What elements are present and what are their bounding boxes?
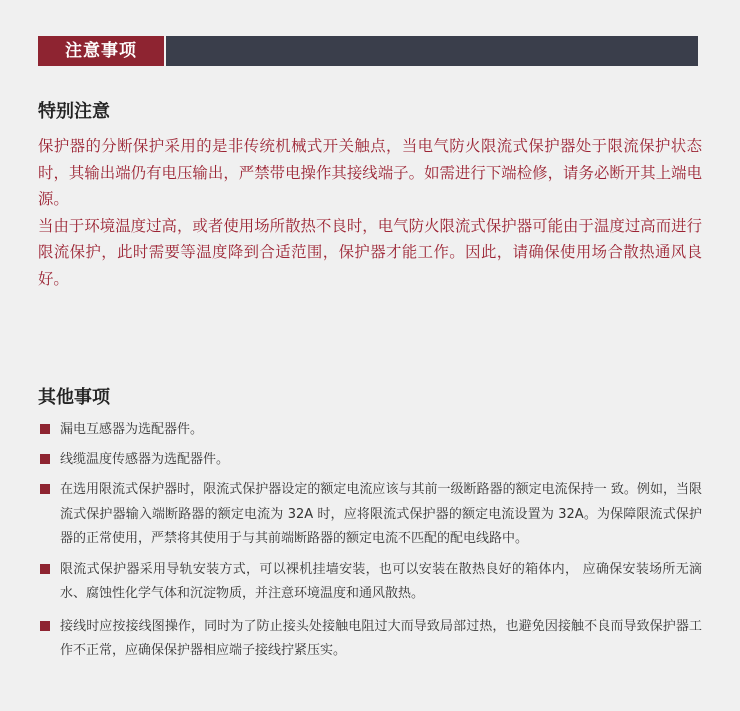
list-item	[38, 558, 702, 607]
list-item-text: 线缆温度传感器为选配器件。	[60, 451, 230, 467]
list-item-text: 漏电互感器为选配器件。	[60, 422, 204, 437]
square-bullet-icon	[40, 484, 50, 494]
list-item	[38, 615, 702, 664]
special-notice-title: 特别注意	[38, 101, 110, 122]
list-item	[38, 418, 702, 443]
list-item-text: 接线时应按接线图操作，同时为了防止接头处接触电阻过大而导致局部过热，也避免因接触不良而导致保护器工作不正常，应确保保护器相应端子接线拧紧压实。	[60, 618, 702, 658]
square-bullet-icon	[40, 564, 50, 574]
special-notice-paragraph-1: 保护器的分断保护采用的是非传统机械式开关触点，当电气防火限流式保护器处于限流保护状态时，其输出端仍有电压输出，严禁带电操作其接线端子。如需进行下端检修，请务必断开其上端电源。	[38, 137, 702, 208]
other-items-title: 其他事项	[38, 387, 110, 408]
list-item	[38, 448, 702, 473]
list-item-text: 限流式保护器采用导轨安装方式，可以裸机挂墙安装，也可以安装在散热良好的箱体内， 应确保安装场所无滴水、腐蚀性化学气体和沉淀物质，并注意环境温度和通风散热。	[60, 561, 702, 601]
square-bullet-icon	[40, 454, 50, 464]
square-bullet-icon	[40, 424, 50, 434]
section-header-bar	[38, 36, 698, 66]
other-items-list	[38, 418, 702, 664]
header-dark-bar	[166, 36, 698, 66]
square-bullet-icon	[40, 621, 50, 631]
special-notice-body	[38, 133, 702, 292]
list-item-text: 在选用限流式保护器时，限流式保护器设定的额定电流应该与其前一级断路器的额定电流保持一 致。例如，当限流式保护器输入端断路器的额定电流为 32A 时，应将限流式保护器的额定电流设置为 32A。为保障限流式保护器的正常使用，严禁将其使用于与其前端断路器的额定电流不匹配的配电线路中。	[60, 482, 702, 546]
special-notice-paragraph-2: 当由于环境温度过高，或者使用场所散热不良时，电气防火限流式保护器可能由于温度过高而进行限流保护，此时需要等温度降到合适范围，保护器才能工作。因此，请确保使用场合散热通风良好。	[38, 216, 702, 288]
list-item	[38, 478, 702, 552]
section-header-label: 注意事项	[38, 36, 164, 66]
